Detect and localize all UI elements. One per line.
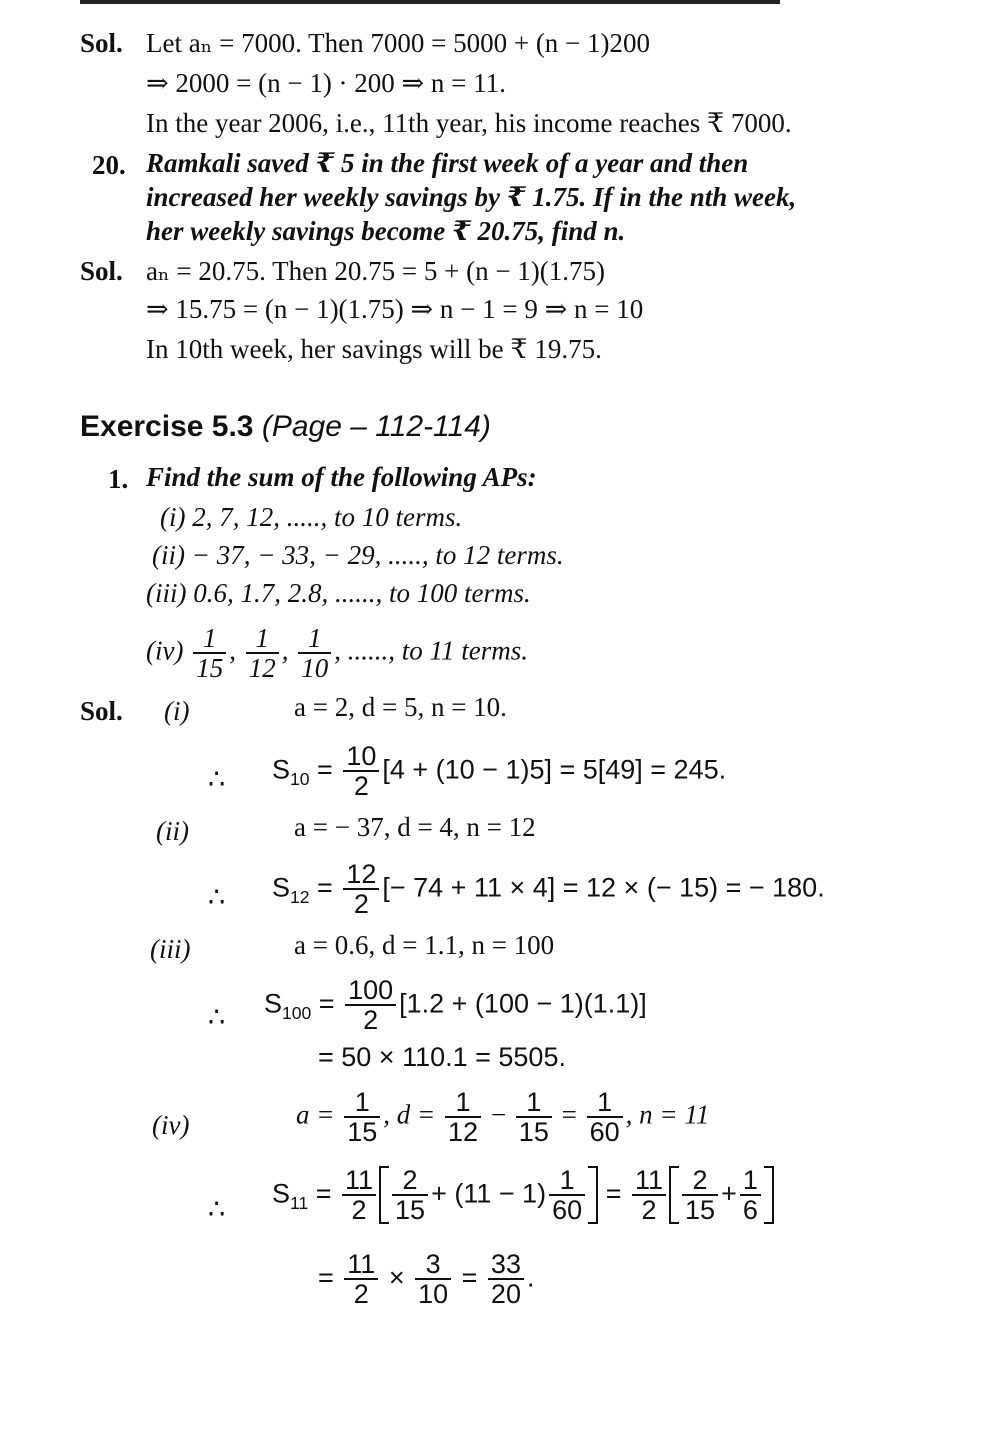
sol1-iv-result: = $\frac{11}{2}$ × $\frac{3}{10}$ = $\frac{33}{20}$ . — [318, 1249, 535, 1310]
frac-num: 1 — [587, 1088, 623, 1118]
sum-symbol: S — [272, 754, 291, 785]
sol19-line1: Let aₙ = 7000. Then 7000 = 5000 + (n − 1)200 — [146, 28, 651, 58]
sol1-ii-rest: [− 74 + 11 × 4] = 12 × (− 15) = − 180. — [382, 872, 825, 903]
frac-num: 1 — [193, 624, 226, 654]
frac-den: 15 — [395, 1195, 426, 1226]
exercise-title: Exercise 5.3 — [80, 410, 254, 443]
frac-num: 1 — [516, 1088, 552, 1118]
sol1-i-given: a = 2, d = 5, n = 10. — [294, 692, 507, 722]
exercise-pages: (Page – 112-114) — [261, 410, 491, 443]
frac-den: 2 — [641, 1195, 657, 1226]
frac-den: 10 — [418, 1279, 449, 1310]
top-rule — [80, 0, 780, 4]
frac-den: 12 — [248, 653, 276, 684]
sol1-iii-rest: [1.2 + (100 − 1)(1.1)] — [399, 988, 647, 1019]
sol20-line3: In 10th week, her savings will be ₹ 19.75. — [146, 334, 602, 364]
part-label: (iv) — [152, 1110, 190, 1140]
bracket-middle: + (11 − 1) — [431, 1178, 547, 1209]
q1-part-ii: (ii) − 37, − 33, − 29, ....., to 12 terms. — [152, 540, 564, 570]
frac-num: 11 — [632, 1166, 666, 1196]
therefore-symbol: ∴ — [208, 1002, 226, 1032]
q1-part-i: (i) 2, 7, 12, ....., to 10 terms. — [160, 502, 463, 532]
frac-num: 1 — [549, 1166, 585, 1196]
sum-subscript: 10 — [290, 768, 310, 789]
frac-den: 10 — [301, 653, 329, 684]
sol1-iii-line2: = 50 × 110.1 = 5505. — [318, 1042, 566, 1072]
frac-den: 2 — [353, 771, 369, 802]
d-equals: , d = — [383, 1099, 436, 1130]
sol1-i-sum: $S_{10}$ = $\frac{10}{2}$ [4 + (10 − 1)5] = 5[49] = 245. — [272, 741, 727, 802]
n-equals: , n = 11 — [625, 1099, 710, 1130]
frac-num: 1 — [246, 624, 279, 654]
q20-line3: her weekly savings become ₹ 20.75, find n. — [146, 216, 626, 246]
sol1-iii-given: a = 0.6, d = 1.1, n = 100 — [294, 930, 555, 960]
sol1-iii-sum: $S_{100}$ = $\frac{100}{2}$ [1.2 + (100 − 1)(1.1)] — [264, 975, 647, 1036]
therefore-symbol: ∴ — [208, 882, 226, 912]
question-number: 1. — [108, 464, 129, 494]
sum-symbol: S — [264, 988, 283, 1019]
therefore-symbol: ∴ — [208, 764, 226, 794]
frac-num: 100 — [345, 976, 396, 1006]
frac-den: 15 — [518, 1117, 549, 1148]
frac-num: 3 — [415, 1250, 451, 1280]
q1-text: Find the sum of the following APs: — [146, 462, 537, 492]
exercise-heading — [80, 412, 491, 442]
sol1-iv-sum: $S_{11}$ = $\frac{11}{2}$ $\frac{2}{15}$ + (11 − 1) $\frac{1}{60}$ = $\frac{11}{2}$ $\frac{2}{15}$ + $\frac{1}{6}$ — [272, 1166, 774, 1225]
sol19-line2: ⇒ 2000 = (n − 1) · 200 ⇒ n = 11. — [146, 68, 506, 98]
a-equals: a = — [296, 1099, 335, 1130]
sol1-iv-given: a = $\frac{1}{15}$ , d = $\frac{1}{12}$ − $\frac{1}{15}$ = $\frac{1}{60}$ , n = 11 — [296, 1087, 710, 1148]
sol1-ii-sum: $S_{12}$ = $\frac{12}{2}$ [− 74 + 11 × 4] = 12 × (− 15) = − 180. — [272, 859, 825, 920]
sum-subscript: 100 — [282, 1002, 312, 1023]
frac-num: 1 — [344, 1088, 380, 1118]
right-bracket — [588, 1166, 598, 1224]
therefore-symbol: ∴ — [208, 1194, 226, 1224]
frac-num: 11 — [342, 1166, 376, 1196]
sol-label: Sol. — [80, 256, 123, 286]
frac-den: 60 — [589, 1117, 620, 1148]
frac-den: 60 — [552, 1195, 583, 1226]
part-label: (ii) — [156, 816, 189, 846]
sum-symbol: S — [272, 1178, 291, 1209]
frac-den: 2 — [351, 1195, 367, 1226]
frac-den: 6 — [742, 1195, 758, 1226]
frac-num: 1 — [298, 624, 331, 654]
q1-iv-tail: ......, to 11 terms. — [347, 635, 528, 666]
sol19-line3: In the year 2006, i.e., 11th year, his income reaches ₹ 7000. — [146, 108, 792, 138]
sol-label: Sol. — [80, 28, 123, 58]
part-label: (iii) — [150, 934, 191, 964]
sol20-line2: ⇒ 15.75 = (n − 1)(1.75) ⇒ n − 1 = 9 ⇒ n = 10 — [146, 294, 644, 324]
frac-num: 1 — [740, 1166, 761, 1196]
sum-symbol: S — [272, 872, 291, 903]
question-number: 20. — [92, 150, 126, 180]
frac-num: 11 — [344, 1250, 378, 1280]
frac-den: 2 — [353, 1279, 369, 1310]
frac-den: 15 — [685, 1195, 716, 1226]
frac-den: 12 — [448, 1117, 479, 1148]
left-bracket — [669, 1166, 679, 1224]
part-label: (iv) — [146, 635, 184, 666]
sol1-ii-given: a = − 37, d = 4, n = 12 — [294, 812, 536, 842]
sol-label: Sol. — [80, 696, 123, 726]
left-bracket — [379, 1166, 389, 1224]
sum-subscript: 11 — [290, 1192, 309, 1213]
frac-num: 2 — [392, 1166, 428, 1196]
frac-den: 20 — [490, 1279, 521, 1310]
frac-num: 33 — [488, 1250, 524, 1280]
q1-part-iv: (iv) $\frac{1}{15}$ , $\frac{1}{12}$ , $\frac{1}{10}$ , ......, to 11 terms. — [146, 623, 528, 684]
frac-den: 15 — [347, 1117, 378, 1148]
q20-line1: Ramkali saved ₹ 5 in the first week of a year and then — [146, 148, 749, 178]
right-bracket — [764, 1166, 774, 1224]
frac-num: 10 — [343, 742, 379, 772]
frac-num: 12 — [343, 860, 379, 890]
frac-den: 15 — [196, 653, 224, 684]
frac-den: 2 — [363, 1005, 379, 1036]
frac-den: 2 — [353, 889, 369, 920]
frac-num: 2 — [682, 1166, 718, 1196]
q1-part-iii: (iii) 0.6, 1.7, 2.8, ......, to 100 terms. — [146, 578, 531, 608]
part-label: (i) — [164, 696, 190, 726]
q20-line2: increased her weekly savings by ₹ 1.75. If in the nth week, — [146, 182, 797, 212]
sol20-line1: aₙ = 20.75. Then 20.75 = 5 + (n − 1)(1.75) — [146, 256, 606, 286]
sol1-i-rest: [4 + (10 − 1)5] = 5[49] = 245. — [382, 754, 727, 785]
sum-subscript: 12 — [290, 886, 310, 907]
frac-num: 1 — [445, 1088, 481, 1118]
